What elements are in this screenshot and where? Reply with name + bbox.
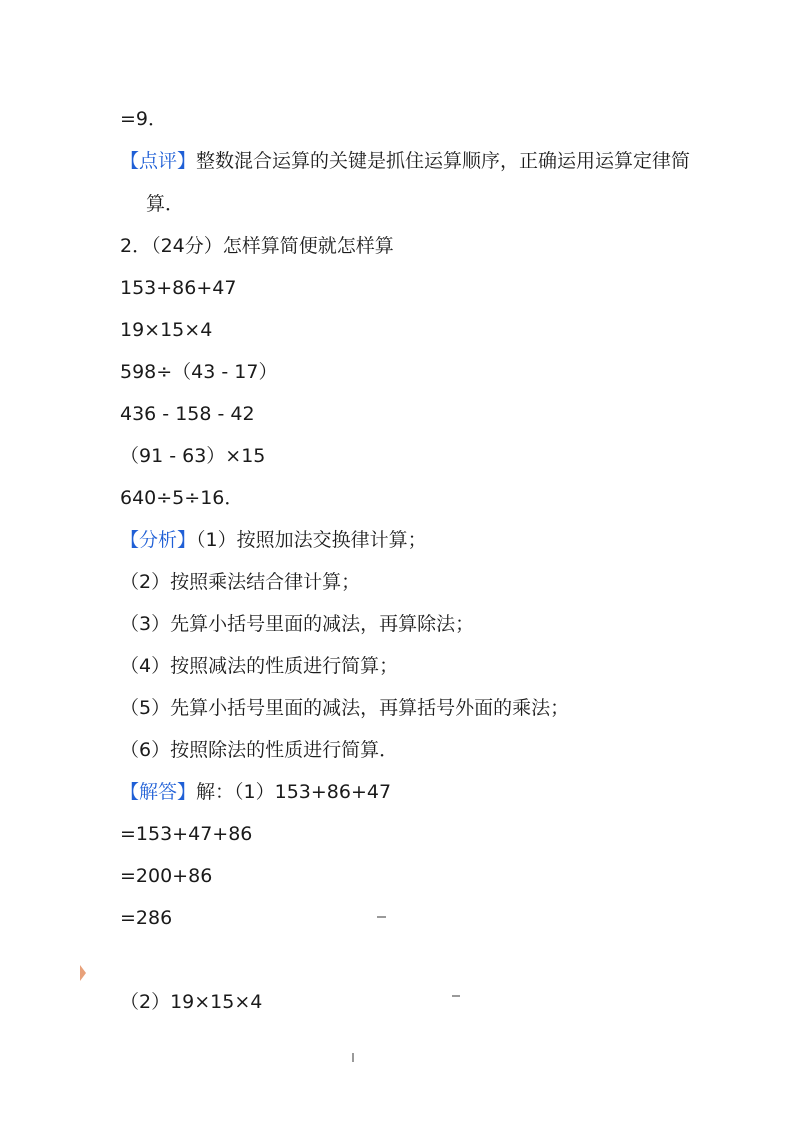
comment-line: 【点评】整数混合运算的关键是抓住运算顺序，正确运用运算定律简 [120, 150, 691, 172]
scan-speck [452, 995, 460, 997]
expression-4: 436 - 158 - 42 [120, 403, 255, 425]
expression-5: （91 - 63）×15 [120, 445, 266, 467]
expression-3: 598÷（43 - 17） [120, 361, 278, 383]
scan-speck [377, 916, 386, 918]
expression-1: 153+86+47 [120, 277, 237, 299]
answer-tag: 【解答】 [120, 781, 197, 803]
answer-line: 【解答】解：（1）153+86+47 [120, 781, 392, 803]
question-title: 2．（24分）怎样算简便就怎样算 [120, 235, 394, 257]
comment-continuation: 算． [146, 193, 185, 215]
analysis-step-5: （5）先算小括号里面的减法，再算括号外面的乘法； [120, 697, 570, 719]
analysis-tag: 【分析】 [120, 529, 197, 551]
answer-part-2: （2）19×15×4 [120, 991, 263, 1013]
answer-step-1: =153+47+86 [120, 823, 253, 845]
comment-tag: 【点评】 [120, 150, 197, 172]
scan-speck [352, 1053, 354, 1062]
result-line: =9． [120, 108, 168, 130]
expression-6: 640÷5÷16． [120, 487, 244, 509]
answer-step-3: =286 [120, 907, 173, 929]
analysis-line: 【分析】（1）按照加法交换律计算； [120, 529, 427, 551]
expression-2: 19×15×4 [120, 319, 213, 341]
scan-edge-mark [80, 965, 86, 981]
answer-step-2: =200+86 [120, 865, 213, 887]
analysis-step-6: （6）按照除法的性质进行简算． [120, 739, 399, 761]
analysis-step-4: （4）按照减法的性质进行简算； [120, 655, 399, 677]
analysis-step-2: （2）按照乘法结合律计算； [120, 571, 361, 593]
analysis-step-3: （3）先算小括号里面的减法，再算除法； [120, 613, 475, 635]
